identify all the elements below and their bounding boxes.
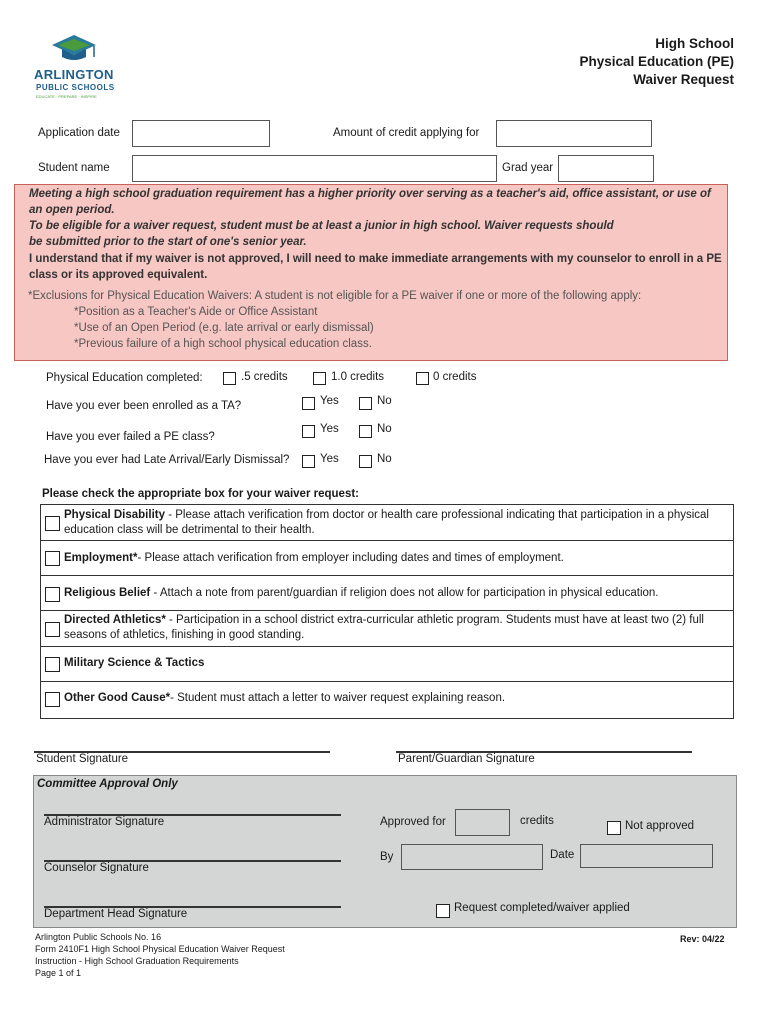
counselor-signature-label: Counselor Signature xyxy=(44,862,149,874)
by-label: By xyxy=(380,851,394,863)
application-date-label: Application date xyxy=(38,127,120,139)
option-title: Religious Belief xyxy=(64,587,151,599)
admin-signature-label: Administrator Signature xyxy=(44,816,165,828)
ta-no-label: No xyxy=(377,395,392,407)
option-title: Employment* xyxy=(64,552,138,564)
one-credit-label: 1.0 credits xyxy=(331,371,385,383)
religious-belief-option xyxy=(64,586,730,601)
late-question: Have you ever had Late Arrival/Early Dismissal? xyxy=(44,454,290,466)
military-science-option xyxy=(64,656,730,671)
logo-line2: PUBLIC SCHOOLS xyxy=(36,83,115,92)
ta-no-checkbox[interactable] xyxy=(359,397,372,410)
grad-year-input[interactable] xyxy=(558,155,654,182)
late-yes-label: Yes xyxy=(320,453,339,465)
student-name-input[interactable] xyxy=(132,155,497,182)
other-good-cause-option xyxy=(64,691,730,706)
half-credit-label: .5 credits xyxy=(241,371,288,383)
by-input[interactable] xyxy=(401,844,543,870)
dept-head-signature-label: Department Head Signature xyxy=(44,908,188,920)
other-good-cause-checkbox[interactable] xyxy=(45,692,60,707)
half-credit-checkbox[interactable] xyxy=(223,372,236,385)
footer-info xyxy=(35,931,285,979)
option-title: Physical Disability xyxy=(64,509,165,521)
physical-disability-option xyxy=(64,508,730,538)
footer-line: Arlington Public Schools No. 16 xyxy=(35,932,162,942)
notice-eligibility: To be eligible for a waiver request, student must be at least a junior in high school. Waiver requests should be submitted prior to the start of one's senior year. xyxy=(29,220,614,248)
option-title: Military Science & Tactics xyxy=(64,657,205,669)
title-line2: Physical Education (PE) xyxy=(579,54,734,69)
late-yes-checkbox[interactable] xyxy=(302,455,315,468)
failed-yes-checkbox[interactable] xyxy=(302,425,315,438)
ta-question: Have you ever been enrolled as a TA? xyxy=(46,400,242,412)
ta-yes-label: Yes xyxy=(320,395,339,407)
waiver-divider xyxy=(40,575,734,576)
page-title xyxy=(579,35,734,89)
waiver-divider xyxy=(40,610,734,611)
credit-amount-input[interactable] xyxy=(496,120,652,147)
waiver-divider xyxy=(40,681,734,682)
option-title: Other Good Cause* xyxy=(64,692,171,704)
approved-for-label: Approved for xyxy=(380,816,446,828)
title-line1: High School xyxy=(655,36,734,51)
option-text: - Attach a note from parent/guardian if religion does not allow for participation in physical education. xyxy=(150,587,659,599)
logo-line1: ARLINGTON xyxy=(34,67,114,82)
one-credit-checkbox[interactable] xyxy=(313,372,326,385)
failed-no-label: No xyxy=(377,423,392,435)
physical-disability-checkbox[interactable] xyxy=(45,516,60,531)
student-signature-label: Student Signature xyxy=(36,753,129,765)
exclusion-item: *Previous failure of a high school physical education class. xyxy=(74,338,372,350)
footer-line: Page 1 of 1 xyxy=(35,968,82,978)
credits-label: credits xyxy=(520,815,554,827)
date-label: Date xyxy=(550,849,575,861)
employment-checkbox[interactable] xyxy=(45,551,60,566)
ta-yes-checkbox[interactable] xyxy=(302,397,315,410)
title-line3: Waiver Request xyxy=(633,72,734,87)
approved-credits-input[interactable] xyxy=(455,809,510,836)
late-no-checkbox[interactable] xyxy=(359,455,372,468)
not-approved-checkbox[interactable] xyxy=(607,821,621,835)
option-text: - Please attach verification from employer including dates and times of employment. xyxy=(137,552,564,564)
failed-no-checkbox[interactable] xyxy=(359,425,372,438)
request-completed-checkbox[interactable] xyxy=(436,904,450,918)
date-input[interactable] xyxy=(580,844,713,868)
footer-line: Instruction - High School Graduation Requirements xyxy=(35,956,239,966)
option-text: - Please attach verification from doctor or health care professional indicating that participation in a physical education class will be detrimental to their health. xyxy=(64,509,709,536)
footer-line: Form 2410F1 High School Physical Education Waiver Request xyxy=(35,944,285,954)
exclusion-item: *Position as a Teacher's Aide or Office Assistant xyxy=(74,306,318,318)
district-logo xyxy=(30,33,118,103)
option-text: - Student must attach a letter to waiver request explaining reason. xyxy=(170,692,506,704)
committee-box xyxy=(33,775,737,928)
option-text: - Participation in a school district extra-curricular athletic program. Students must have at least two (2) full seasons of athletics, finishing in good standing. xyxy=(64,614,704,641)
zero-credit-label: 0 credits xyxy=(433,371,477,383)
application-date-input[interactable] xyxy=(132,120,270,147)
parent-signature-label: Parent/Guardian Signature xyxy=(398,753,535,765)
military-science-checkbox[interactable] xyxy=(45,657,60,672)
directed-athletics-option xyxy=(64,613,730,643)
failed-yes-label: Yes xyxy=(320,423,339,435)
waiver-divider xyxy=(40,646,734,647)
revision-label: Rev: 04/22 xyxy=(680,934,725,944)
student-name-label: Student name xyxy=(38,162,110,174)
not-approved-label: Not approved xyxy=(625,820,695,832)
failed-question: Have you ever failed a PE class? xyxy=(46,431,215,443)
directed-athletics-checkbox[interactable] xyxy=(45,622,60,637)
notice-box xyxy=(14,184,728,361)
late-no-label: No xyxy=(377,453,392,465)
request-completed-label: Request completed/waiver applied xyxy=(454,902,630,914)
graduation-cap-icon xyxy=(50,33,98,63)
credit-amount-label: Amount of credit applying for xyxy=(333,127,480,139)
notice-priority: Meeting a high school graduation requirement has a higher priority over serving as a teacher's aid, office assistant, or use of an open period. xyxy=(29,188,711,216)
zero-credit-checkbox[interactable] xyxy=(416,372,429,385)
notice-understand: I understand that if my waiver is not approved, I will need to make immediate arrangements with my counselor to enroll in a PE class or its approved equivalent. xyxy=(29,253,722,281)
exclusion-item: *Use of an Open Period (e.g. late arrival or early dismissal) xyxy=(74,322,374,334)
committee-heading: Committee Approval Only xyxy=(37,778,178,790)
logo-tagline: EDUCATE · PREPARE · INSPIRE xyxy=(36,94,97,99)
employment-option xyxy=(64,551,730,566)
grad-year-label: Grad year xyxy=(502,162,554,174)
waiver-divider xyxy=(40,540,734,541)
option-title: Directed Athletics* xyxy=(64,614,166,626)
waiver-heading: Please check the appropriate box for your waiver request: xyxy=(42,488,359,500)
religious-belief-checkbox[interactable] xyxy=(45,587,60,602)
pe-completed-label: Physical Education completed: xyxy=(46,372,203,384)
exclusions-heading: *Exclusions for Physical Education Waivers: A student is not eligible for a PE waiver if one or more of the following apply: xyxy=(28,290,642,302)
